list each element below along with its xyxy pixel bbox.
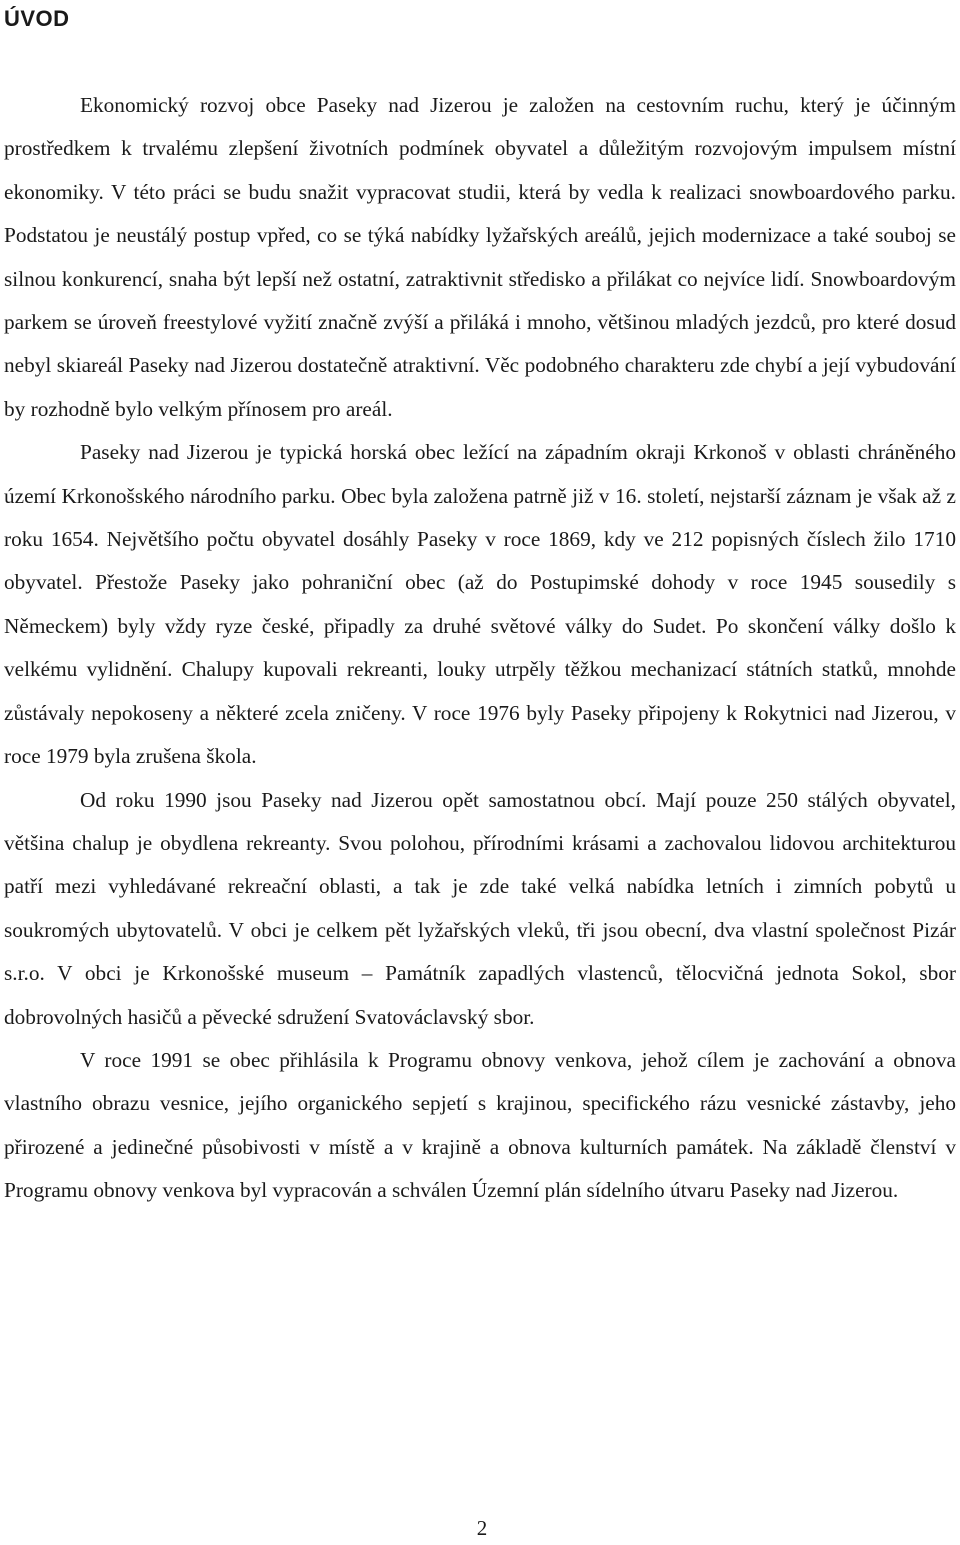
paragraph-3: Od roku 1990 jsou Paseky nad Jizerou opět samostatnou obcí. Mají pouze 250 stálých obyvatel, většina chalup je obydlena rekreanty. Svou polohou, přírodními krásami a zachovalou lidovou architekturou patří mezi vyhledávané rekreační oblasti, a tak je zde také velká nabídka letních i zimních pobytů u soukromých ubytovatelů. V obci je celkem pět lyžařských vleků, tři jsou obecní, dva vlastní společnost Pizár s.r.o. V obci je Krkonošské museum – Památník zapadlých vlastenců, tělocvičná jednota Sokol, sbor dobrovolných hasičů a pěvecké sdružení Svatováclavský sbor.: [4, 787, 956, 1029]
paragraph-2: Paseky nad Jizerou je typická horská obec ležící na západním okraji Krkonoš v oblasti chráněného území Krkonošského národního parku. Obec byla založena patrně již v 16. století, nejstarší záznam je však až z roku 1654. Největšího počtu obyvatel dosáhly Paseky v roce 1869, kdy ve 212 popisných číslech žilo 1710 obyvatel. Přestože Paseky jako pohraniční obec (až do Postupimské dohody v roce 1945 sousedily s Německem) byly vždy ryze české, připadly za druhé světové války do Sudet. Po skončení války došlo k velkému vylidnění. Chalupy kupovali rekreanti, louky utrpěly těžkou mechanizací státních statků, mnohde zůstávaly nepokoseny a některé zcela zničeny. V roce 1976 byly Paseky připojeny k Rokytnici nad Jizerou, v roce 1979 byla zrušena škola.: [4, 440, 956, 769]
paragraph-4: V roce 1991 se obec přihlásila k Programu obnovy venkova, jehož cílem je zachování a obnova vlastního obrazu vesnice, jejího organického sepjetí s krajinou, specifického rázu vesnické zástavby, jeho přirozené a jedinečné působivosti v místě a v krajině a obnova kulturních památek. Na základě členství v Programu obnovy venkova byl vypracován a schválen Územní plán sídelního útvaru Paseky nad Jizerou.: [4, 1047, 956, 1203]
page-number: 2: [476, 1516, 488, 1540]
paragraph-1: Ekonomický rozvoj obce Paseky nad Jizerou je založen na cestovním ruchu, který je účinným prostředkem k trvalému zlepšení životních podmínek obyvatel a důležitým rozvojovým impulsem místní ekonomiky. V této práci se budu snažit vypracovat studii, která by vedla k realizaci snowboardového parku. Podstatou je neustálý postup vpřed, co se týká nabídky lyžařských areálů, jejich modernizace a také souboj se silnou konkurencí, snaha být lepší než ostatní, zatraktivnit středisko a přilákat co nejvíce lidí. Snowboardovým parkem se úroveň freestylové vyžití značně zvýší a přiláká i mnoho, většinou mladých jezdců, pro které dosud nebyl skiareál Paseky nad Jizerou dostatečně atraktivní. Věc podobného charakteru zde chybí a její vybudování by rozhodně bylo velkým přínosem pro areál.: [4, 93, 956, 421]
page-heading: ÚVOD: [4, 6, 70, 31]
body-text: [4, 84, 956, 1213]
